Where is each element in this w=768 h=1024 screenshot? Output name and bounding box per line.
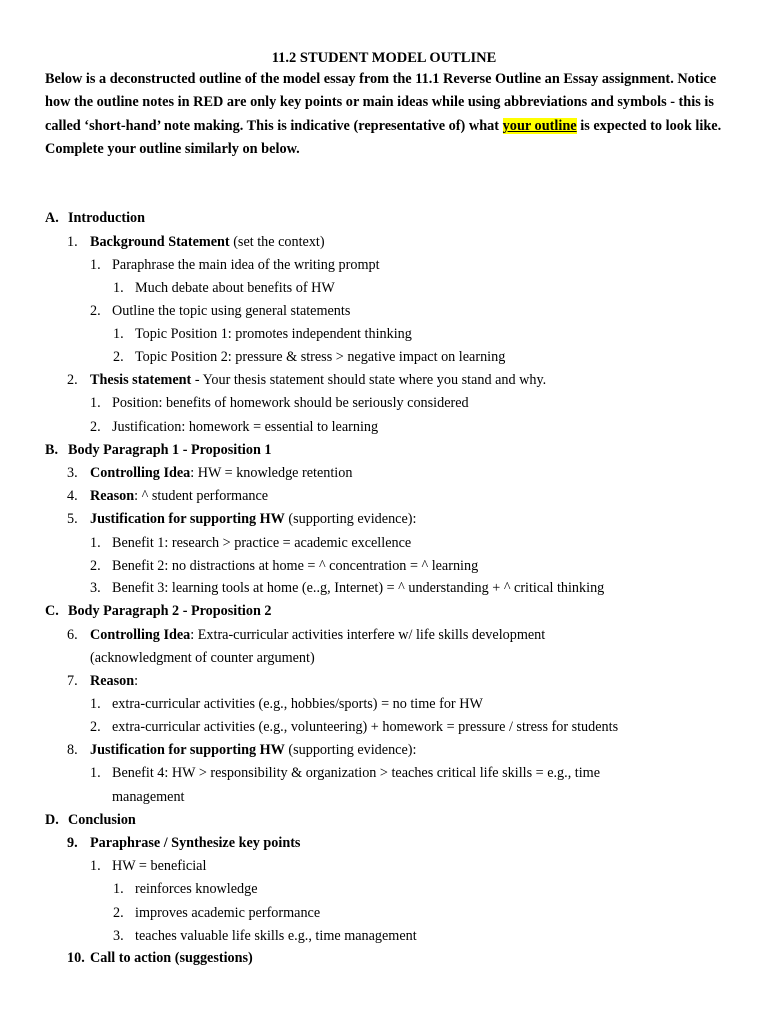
- outline-marker: 1.: [90, 257, 101, 273]
- outline-text: [68, 809, 136, 832]
- outline-marker: 2.: [90, 303, 101, 319]
- outline-text: [135, 277, 335, 300]
- outline-marker: 1.: [90, 535, 101, 551]
- outline-marker: 2.: [113, 349, 124, 365]
- outline-detail: : ^ student performance: [134, 488, 269, 504]
- outline-label: Background Statement: [90, 234, 230, 250]
- outline-text: [112, 693, 483, 716]
- outline-detail: Benefit 1: research > practice = academic excellence: [112, 535, 412, 551]
- highlighted-phrase: your outline: [502, 117, 577, 134]
- outline-detail: Outline the topic using general statements: [112, 303, 351, 319]
- outline-marker: 2.: [113, 905, 124, 921]
- outline-label: Conclusion: [68, 812, 136, 828]
- outline-text: [90, 739, 416, 762]
- outline-text: [112, 786, 184, 809]
- outline-marker: 10.: [67, 950, 85, 966]
- outline-text: [90, 624, 545, 647]
- outline-text: [112, 532, 411, 555]
- outline-detail: Paraphrase the main idea of the writing prompt: [112, 257, 380, 273]
- outline-detail: Justification: homework = essential to learning: [112, 419, 379, 435]
- outline-marker: 5.: [67, 511, 78, 527]
- outline-label: Introduction: [68, 210, 145, 226]
- outline-detail: extra-curricular activities (e.g., volunteering) + homework = pressure / stress for students: [112, 719, 619, 735]
- outline-detail: management: [112, 789, 185, 805]
- outline-label: Reason: [90, 673, 135, 689]
- outline-marker: 2.: [67, 372, 78, 388]
- outline-text: [90, 485, 268, 508]
- outline-label: Body Paragraph 2 - Proposition 2: [68, 603, 272, 619]
- page-title: 11.2 STUDENT MODEL OUTLINE: [271, 50, 497, 66]
- outline-detail: (set the context): [229, 234, 325, 250]
- outline-label: Call to action (suggestions): [90, 950, 253, 966]
- outline-text: [135, 323, 412, 346]
- outline-label: Controlling Idea: [90, 627, 191, 643]
- outline-label: Justification for supporting HW: [90, 742, 285, 758]
- outline-text: [90, 947, 253, 970]
- outline-text: [112, 392, 469, 415]
- outline-text: [90, 508, 416, 531]
- outline-detail: : Extra-curricular activities interfere w/ life skills development: [190, 627, 546, 643]
- outline-text: [112, 254, 380, 277]
- outline-text: [90, 647, 315, 670]
- outline-detail: Benefit 4: HW > responsibility & organization > teaches critical life skills = e.g., time: [112, 765, 601, 781]
- outline-text: [112, 555, 478, 578]
- outline-marker: 1.: [113, 326, 124, 342]
- outline-text: [112, 416, 378, 439]
- outline-label: Reason: [90, 488, 135, 504]
- outline-text: [68, 600, 272, 623]
- outline-label: Body Paragraph 1 - Proposition 1: [68, 442, 272, 458]
- outline-detail: (supporting evidence):: [284, 511, 417, 527]
- outline-text: [135, 346, 505, 369]
- outline-detail: Benefit 3: learning tools at home (e..g, Internet) = ^ understanding + ^ critical thinking: [112, 580, 605, 596]
- outline-marker: 1.: [90, 858, 101, 874]
- outline-marker: 7.: [67, 673, 78, 689]
- outline-marker: 8.: [67, 742, 78, 758]
- outline-text: [112, 716, 618, 739]
- outline-detail: Benefit 2: no distractions at home = ^ concentration = ^ learning: [112, 558, 479, 574]
- outline-marker: 1.: [113, 881, 124, 897]
- outline-marker: 1.: [90, 696, 101, 712]
- outline-marker: 1.: [113, 280, 124, 296]
- outline-label: Paraphrase / Synthesize key points: [90, 835, 301, 851]
- outline-marker: A.: [45, 210, 59, 226]
- outline-detail: Position: benefits of homework should be seriously considered: [112, 395, 469, 411]
- outline-detail: : HW = knowledge retention: [190, 465, 353, 481]
- outline-detail: - Your thesis statement should state where you stand and why.: [191, 372, 547, 388]
- outline-text: [90, 231, 325, 254]
- outline-text: [135, 902, 320, 925]
- outline-marker: 1.: [90, 395, 101, 411]
- outline-label: Controlling Idea: [90, 465, 191, 481]
- outline-text: [90, 369, 546, 392]
- outline-text: [112, 762, 600, 785]
- outline-text: [112, 577, 604, 600]
- outline-text: [135, 878, 258, 901]
- outline-label: Justification for supporting HW: [90, 511, 285, 527]
- outline-marker: 6.: [67, 627, 78, 643]
- outline-detail: reinforces knowledge: [135, 881, 258, 897]
- outline-text: [90, 670, 138, 693]
- outline-marker: 3.: [113, 928, 124, 944]
- outline-detail: Topic Position 2: pressure & stress > negative impact on learning: [135, 349, 506, 365]
- outline-marker: B.: [45, 442, 59, 458]
- outline-text: [68, 439, 272, 462]
- outline-marker: 3.: [67, 465, 78, 481]
- outline-detail: extra-curricular activities (e.g., hobbies/sports) = no time for HW: [112, 696, 483, 712]
- outline-marker: D.: [45, 812, 59, 828]
- outline-marker: 4.: [67, 488, 78, 504]
- outline-detail: improves academic performance: [135, 905, 321, 921]
- outline-label: Thesis statement: [90, 372, 192, 388]
- outline-detail: teaches valuable life skills e.g., time management: [135, 928, 417, 944]
- outline-detail: :: [134, 673, 139, 689]
- outline-marker: 2.: [90, 419, 101, 435]
- outline-text: [68, 207, 145, 230]
- intro-paragraph: [45, 68, 735, 161]
- outline-marker: 9.: [67, 835, 78, 851]
- outline-detail: (acknowledgment of counter argument): [90, 650, 315, 666]
- outline-marker: C.: [45, 603, 59, 619]
- outline-text: [135, 925, 417, 948]
- outline-marker: 1.: [90, 765, 101, 781]
- outline-marker: 2.: [90, 719, 101, 735]
- outline-text: [112, 855, 206, 878]
- outline-detail: HW = beneficial: [112, 858, 207, 874]
- intro-text-after: is expected to look like. Complete your outline similarly on below.: [45, 117, 722, 157]
- outline-detail: Topic Position 1: promotes independent thinking: [135, 326, 412, 342]
- outline-marker: 3.: [90, 580, 101, 596]
- outline-text: [90, 462, 352, 485]
- outline-text: [112, 300, 350, 323]
- outline-detail: (supporting evidence):: [284, 742, 417, 758]
- outline-marker: 2.: [90, 558, 101, 574]
- intro-text-before: Below is a deconstructed outline of the model essay from the 11.1 Reverse Outline an Essay assignment. Notice how the outline notes in RED are only key points or main ideas while using abbreviations and symbols - this is called ‘short-hand’ note making. This is indicative (representative of) what: [45, 71, 717, 134]
- outline-text: [90, 832, 300, 855]
- outline-marker: 1.: [67, 234, 78, 250]
- outline-detail: Much debate about benefits of HW: [135, 280, 335, 296]
